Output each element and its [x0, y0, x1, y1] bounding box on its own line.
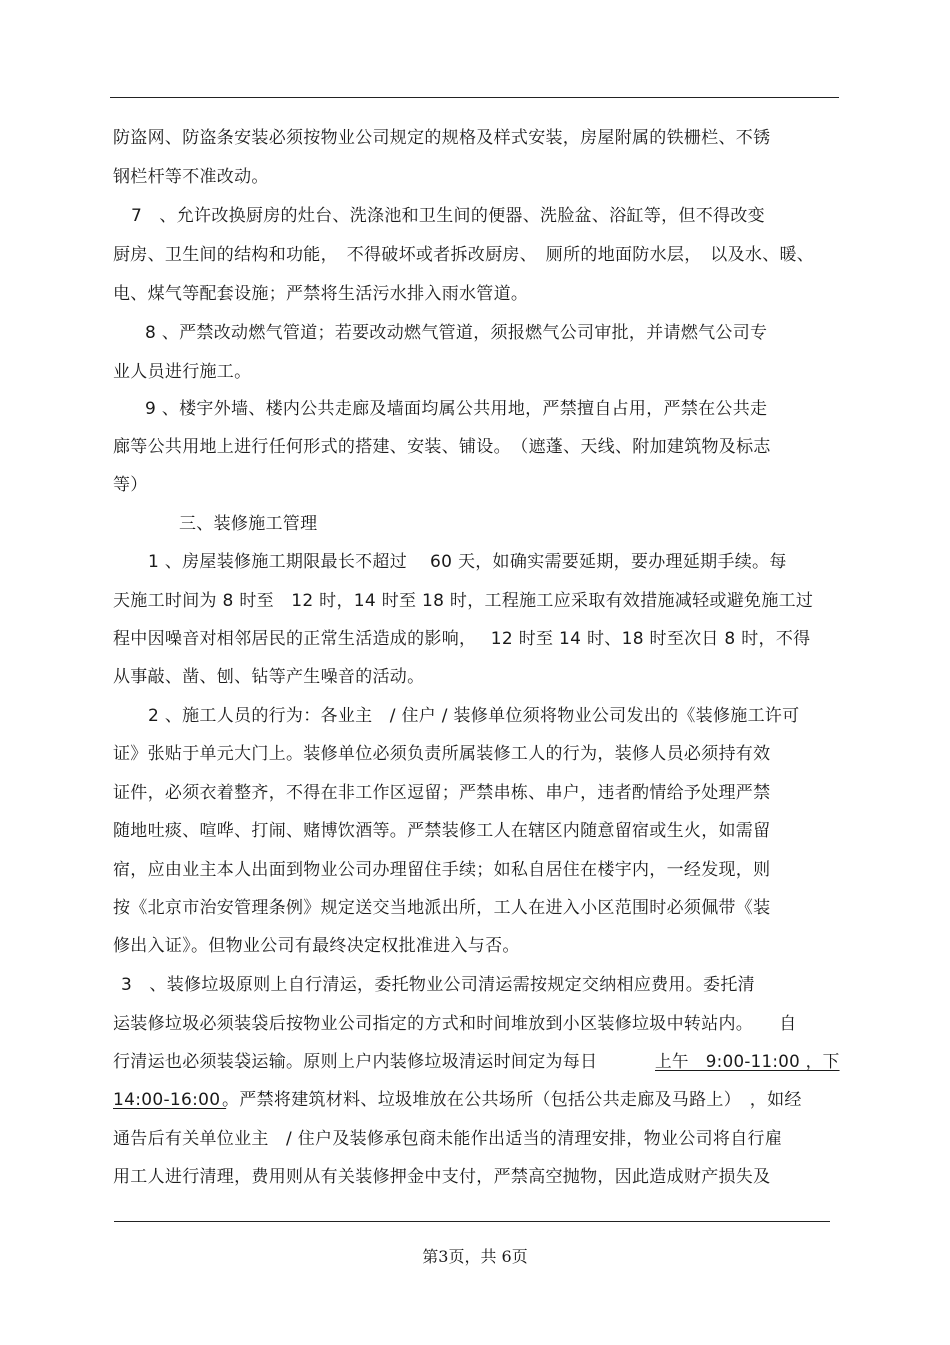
header-rule: [110, 97, 839, 98]
body-line: 8 、严禁改动燃气管道；若要改动燃气管道，须报燃气公司审批，并请燃气公司专: [145, 323, 768, 343]
body-line: 从事敲、凿、刨、钻等产生噪音的活动。: [113, 667, 425, 687]
body-line: 按《北京市治安管理条例》规定送交当地派出所，工人在进入小区范围时必须佩带《装: [113, 898, 771, 918]
body-line: 行清运也必须装袋运输。原则上户内装修垃圾清运时间定为每日: [113, 1052, 598, 1072]
body-line: 证》张贴于单元大门上。装修单位必须负责所属装修工人的行为，装修人员必须持有效: [113, 744, 771, 764]
body-line: 宿，应由业主本人出面到物业公司办理留住手续；如私自居住在楼宇内，一经发现，则: [113, 860, 771, 880]
body-line: 运装修垃圾必须装袋后按物业公司指定的方式和时间堆放到小区装修垃圾中转站内。 自: [113, 1014, 797, 1034]
schedule-morning: 上午 9:00-11:00 ，下: [655, 1052, 840, 1072]
body-line: 9 、楼宇外墙、楼内公共走廊及墙面均属公共用地，严禁擅自占用，严禁在公共走: [145, 399, 768, 419]
body-line: 证件，必须衣着整齐，不得在非工作区逗留；严禁串栋、串户，违者酌情给予处理严禁: [113, 783, 771, 803]
body-line: 业人员进行施工。: [113, 362, 252, 382]
body-line: 。严禁将建筑材料、垃圾堆放在公共场所（包括公共走廊及马路上） ，如经: [222, 1090, 802, 1110]
body-line: 程中因噪音对相邻居民的正常生活造成的影响， 12 时至 14 时、18 时至次日 8 时，不得: [113, 629, 811, 649]
body-line: 防盗网、防盗条安装必须按物业公司规定的规格及样式安装，房屋附属的铁栅栏、不锈: [113, 128, 771, 148]
body-line: 2 、施工人员的行为：各业主 / 住户 / 装修单位须将物业公司发出的《装修施工许可: [148, 706, 800, 726]
body-line: 钢栏杆等不准改动。: [113, 167, 269, 187]
body-line: 廊等公共用地上进行任何形式的搭建、安装、铺设。 （遮蓬、天线、附加建筑物及标志: [113, 437, 771, 457]
body-line: 7 、允许改换厨房的灶台、洗涤池和卫生间的便器、洗脸盆、浴缸等，但不得改变: [131, 206, 765, 226]
page-footer: 第3页，共 6页: [422, 1247, 528, 1266]
footer-rule: [114, 1221, 830, 1222]
schedule-afternoon: 14:00-16:00: [113, 1090, 227, 1110]
body-line: 电、煤气等配套设施；严禁将生活污水排入雨水管道。: [113, 284, 529, 304]
body-line: 等）: [113, 475, 148, 495]
body-line: 1 、房屋装修施工期限最长不超过 60 天，如确实需要延期，要办理延期手续。每: [148, 552, 787, 572]
body-line: 修出入证》。但物业公司有最终决定权批准进入与否。: [113, 936, 520, 956]
section-heading: 三、装修施工管理: [179, 514, 318, 534]
body-line: 3 、装修垃圾原则上自行清运，委托物业公司清运需按规定交纳相应费用。委托清: [121, 975, 755, 995]
body-line: 天施工时间为 8 时至 12 时，14 时至 18 时，工程施工应采取有效措施减轻或避免施工过: [113, 591, 814, 611]
body-line: 通告后有关单位业主 / 住户及装修承包商未能作出适当的清理安排，物业公司将自行雇: [113, 1129, 783, 1149]
body-line: 随地吐痰、喧哗、打闹、赌博饮酒等。严禁装修工人在辖区内随意留宿或生火，如需留: [113, 821, 771, 841]
body-line: 厨房、卫生间的结构和功能， 不得破坏或者拆改厨房、 厕所的地面防水层， 以及水、暖、: [113, 245, 815, 265]
body-line: 用工人进行清理，费用则从有关装修押金中支付，严禁高空抛物，因此造成财产损失及: [113, 1167, 771, 1187]
